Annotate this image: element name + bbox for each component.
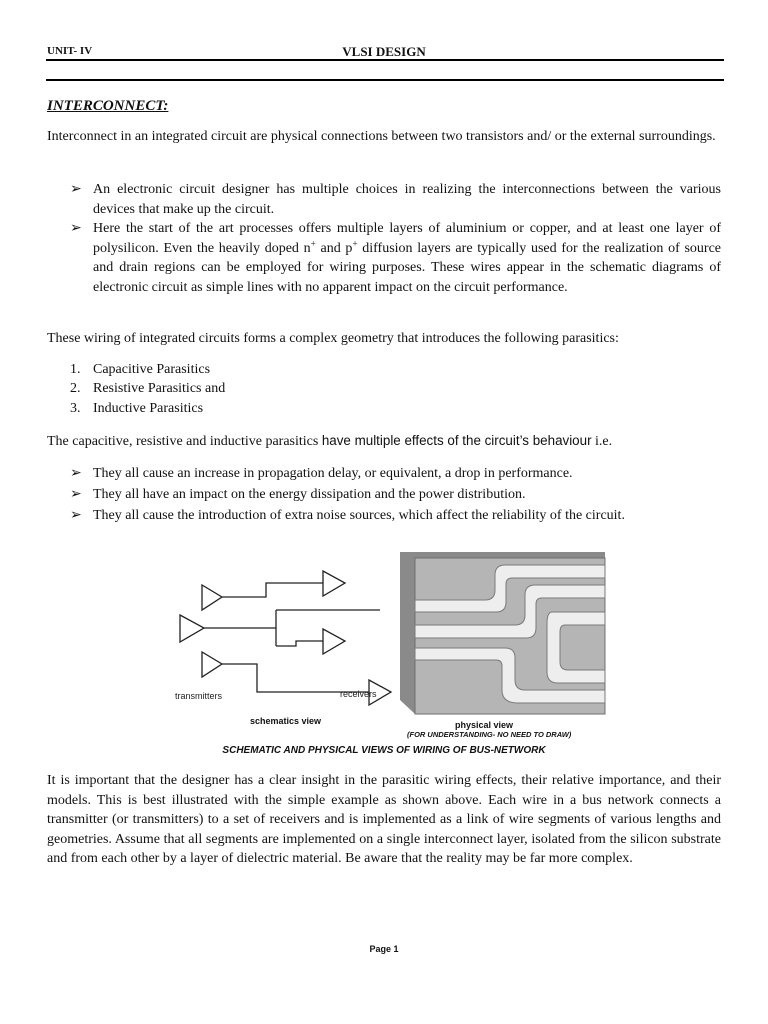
bullet-arrow-icon: ➢ xyxy=(70,221,82,236)
transmitter-triangle-middle xyxy=(180,615,204,642)
figure-note: (FOR UNDERSTANDING- NO NEED TO DRAW) xyxy=(407,730,572,739)
page-number: Page 1 xyxy=(369,944,399,954)
bullet-arrow-icon: ➢ xyxy=(70,508,82,523)
bullet-arrow-icon: ➢ xyxy=(70,487,82,502)
header-rule-bottom xyxy=(46,79,724,81)
effects-intro: The capacitive, resistive and inductive parasitics have multiple effects of the circuit’s behaviour i.e. xyxy=(47,433,613,449)
wire-middle-down xyxy=(276,641,323,646)
receivers-label: receivers xyxy=(340,689,377,699)
wire-top xyxy=(222,583,323,597)
bullet-arrow-icon: ➢ xyxy=(70,466,82,481)
physical-view-diagram xyxy=(400,552,605,714)
section-heading: INTERCONNECT: xyxy=(47,98,169,114)
bullet-designer-choices xyxy=(70,180,721,219)
bullet-energy: ➢ They all have an impact on the energy dissipation and the power distribution. xyxy=(70,485,721,505)
transmitters-label: transmitters xyxy=(175,691,223,701)
numbered-item: 3. Inductive Parasitics xyxy=(70,401,204,416)
transmitter-triangle-top xyxy=(202,585,222,610)
transmitter-triangle-bottom xyxy=(202,652,222,677)
bullet-text: Here the start of the art processes offers multiple layers of aluminium or copper, and at least one layer of polysilicon. Even the heavily doped n+ and p+ diffusion layers are typically used for the realization of source and drain regions can be employed for wiring purposes. These wires appear in the schematic diagrams of electronic circuit as simple lines with no apparent impact on the circuit performance. xyxy=(93,221,722,295)
bullet-noise: ➢ They all cause the introduction of extra noise sources, which affect the reliability of the circuit. xyxy=(70,506,721,526)
figure-caption: SCHEMATIC AND PHYSICAL VIEWS OF WIRING OF BUS-NETWORK xyxy=(222,745,546,756)
document-title: VLSI DESIGN xyxy=(342,44,426,59)
unit-label: UNIT- IV xyxy=(47,45,93,57)
schematics-view-label: schematics view xyxy=(250,716,322,726)
receiver-triangle-2 xyxy=(323,629,345,654)
parasitics-intro: These wiring of integrated circuits forms a complex geometry that introduces the following parasitics: xyxy=(47,331,619,346)
header-rule-top xyxy=(46,59,724,61)
closing-paragraph: It is important that the designer has a clear insight in the parasitic wiring effects, their relative importance, and their models. This is best illustrated with the simple example as shown above. Each wire in a bus network connects a transmitter (or transmitters) to a set of receivers and is implemented as a link of wire segments of various lengths and geometries. Assume that all segments are implemented on a single interconnect layer, isolated from the silicon substrate and from each other by a layer of dielectric material. Be aware that the reality may be far more complex. xyxy=(47,773,721,866)
wire-bottom xyxy=(222,664,369,692)
bus-network-figure xyxy=(160,540,610,740)
bullet-delay: ➢ They all cause an increase in propagation delay, or equivalent, a drop in performance. xyxy=(70,464,721,484)
intro-paragraph: Interconnect in an integrated circuit are physical connections between two transistors and/ or the external surroundings. xyxy=(47,129,716,144)
numbered-item: 2. Resistive Parasitics and xyxy=(70,381,226,396)
numbered-item: 1. Capacitive Parasitics xyxy=(70,362,211,377)
bullet-process-layers xyxy=(70,219,721,297)
physical-view-label: physical view xyxy=(455,720,514,730)
schematic-view-diagram xyxy=(180,571,391,705)
bullet-text: An electronic circuit designer has multiple choices in realizing the interconnections between the various devices that make up the circuit. xyxy=(93,182,721,217)
bullet-arrow-icon: ➢ xyxy=(70,182,82,197)
receiver-triangle-1 xyxy=(323,571,345,596)
